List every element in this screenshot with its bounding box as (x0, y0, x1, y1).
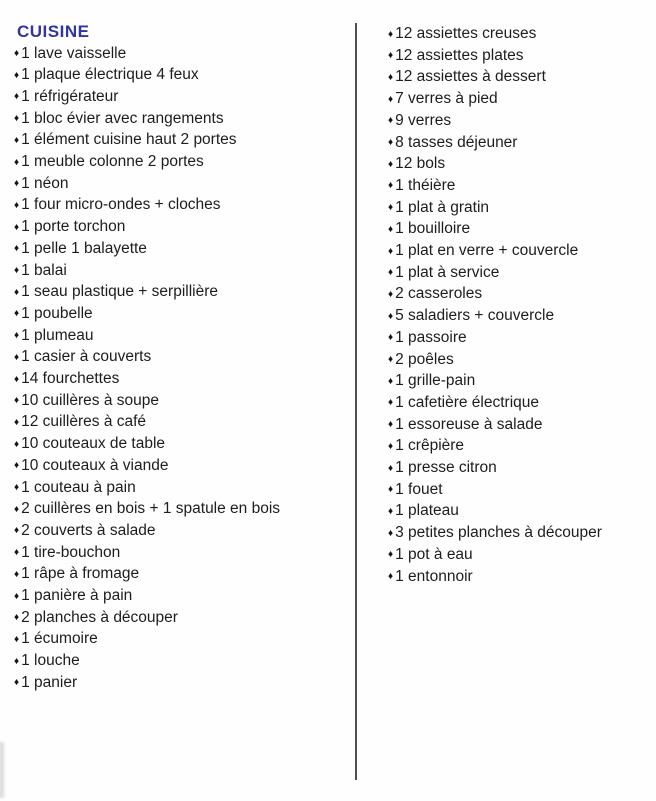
diamond-bullet-icon: ♦ (388, 180, 394, 192)
diamond-bullet-icon: ♦ (14, 460, 20, 472)
item-label: 1 casier à couverts (21, 348, 152, 366)
list-item (14, 43, 352, 65)
item-label: 1 bloc évier avec rangements (21, 109, 224, 127)
item-label: 2 planches à découper (21, 608, 178, 626)
diamond-bullet-icon: ♦ (14, 265, 20, 277)
diamond-bullet-icon: ♦ (14, 525, 20, 537)
item-label: 1 tire-bouchon (21, 543, 121, 561)
list-item (388, 262, 652, 284)
list-item (388, 479, 652, 501)
item-label: 1 pelle 1 balayette (21, 239, 147, 257)
list-item (14, 108, 352, 130)
list-item (14, 346, 352, 368)
diamond-bullet-icon: ♦ (14, 482, 20, 494)
item-label: 1 cafetière électrique (395, 393, 539, 411)
diamond-bullet-icon: ♦ (388, 137, 394, 149)
list-item (388, 283, 652, 305)
list-item (14, 520, 352, 542)
item-label: 12 assiettes creuses (395, 25, 537, 42)
item-label: 1 four micro-ondes + cloches (21, 196, 221, 214)
diamond-bullet-icon: ♦ (14, 48, 20, 59)
list-item (14, 498, 352, 520)
item-label: 1 élément cuisine haut 2 portes (21, 131, 237, 149)
diamond-bullet-icon: ♦ (388, 549, 394, 561)
diamond-bullet-icon: ♦ (388, 28, 394, 40)
list-item (388, 88, 652, 110)
diamond-bullet-icon: ♦ (14, 612, 20, 624)
kitchen-inventory-list-right (388, 23, 652, 587)
item-label: 12 cuillères à café (21, 413, 147, 431)
diamond-bullet-icon: ♦ (388, 50, 394, 62)
item-label: 1 plat à service (395, 263, 500, 281)
item-label: 2 cuillères en bois + 1 spatule en bois (21, 500, 281, 518)
item-label: 10 cuillères à soupe (21, 391, 159, 409)
list-item (388, 349, 652, 371)
item-label: 1 porte torchon (21, 218, 126, 236)
list-item (388, 522, 652, 544)
list-item (388, 435, 652, 457)
list-item (14, 368, 352, 390)
list-item (14, 650, 352, 672)
list-item (388, 305, 652, 327)
diamond-bullet-icon: ♦ (388, 332, 394, 344)
diamond-bullet-icon: ♦ (14, 655, 20, 667)
item-label: 2 poêles (395, 350, 454, 368)
diamond-bullet-icon: ♦ (14, 69, 20, 81)
diamond-bullet-icon: ♦ (388, 375, 394, 387)
list-item (388, 327, 652, 349)
diamond-bullet-icon: ♦ (388, 354, 394, 366)
item-label: 1 panière à pain (21, 587, 133, 605)
item-label: 5 saladiers + couvercle (395, 307, 555, 325)
item-label: 1 plaque électrique 4 feux (21, 66, 199, 84)
diamond-bullet-icon: ♦ (388, 462, 394, 474)
item-label: 1 plateau (395, 502, 459, 520)
list-item (388, 218, 652, 240)
list-item (388, 370, 652, 392)
list-item (388, 197, 652, 219)
item-label: 1 plat en verre + couvercle (395, 242, 579, 260)
diamond-bullet-icon: ♦ (388, 202, 394, 214)
diamond-bullet-icon: ♦ (14, 373, 20, 385)
diamond-bullet-icon: ♦ (14, 547, 20, 559)
diamond-bullet-icon: ♦ (14, 416, 20, 428)
list-item (388, 23, 652, 45)
list-item (14, 325, 352, 347)
list-item (14, 216, 352, 238)
list-item (14, 238, 352, 260)
diamond-bullet-icon: ♦ (14, 221, 20, 233)
item-label: 2 couverts à salade (21, 521, 156, 539)
item-label: 10 couteaux à viande (21, 456, 169, 474)
diamond-bullet-icon: ♦ (388, 267, 394, 279)
item-label: 12 bols (395, 155, 446, 173)
list-item (388, 45, 652, 67)
diamond-bullet-icon: ♦ (388, 245, 394, 257)
item-label: 1 plat à gratin (395, 198, 490, 216)
item-label: 1 presse citron (395, 459, 497, 477)
item-label: 10 couteaux de table (21, 435, 166, 453)
left-column (14, 21, 352, 694)
list-item (14, 64, 352, 86)
list-item (388, 414, 652, 436)
item-label: 1 poubelle (21, 304, 93, 322)
list-item (14, 173, 352, 195)
list-item (14, 542, 352, 564)
item-label: 1 seau plastique + serpillière (21, 283, 218, 301)
item-label: 8 tasses déjeuner (395, 133, 518, 151)
diamond-bullet-icon: ♦ (14, 113, 20, 125)
item-label: 1 écumoire (21, 630, 98, 648)
item-label: 1 lave vaisselle (21, 44, 127, 62)
item-label: 1 passoire (395, 328, 467, 346)
item-label: 1 crêpière (395, 437, 465, 455)
diamond-bullet-icon: ♦ (388, 484, 394, 496)
item-label: 1 théière (395, 176, 456, 194)
list-item (388, 110, 652, 132)
item-label: 1 essoreuse à salade (395, 415, 543, 433)
diamond-bullet-icon: ♦ (388, 158, 394, 170)
item-label: 1 meuble colonne 2 portes (21, 153, 204, 171)
list-item (388, 566, 652, 588)
diamond-bullet-icon: ♦ (14, 503, 20, 515)
item-label: 1 plumeau (21, 326, 94, 344)
item-label: 1 louche (21, 652, 80, 670)
diamond-bullet-icon: ♦ (388, 93, 394, 105)
diamond-bullet-icon: ♦ (14, 568, 20, 580)
column-divider (355, 23, 357, 780)
diamond-bullet-icon: ♦ (388, 571, 394, 583)
right-column (388, 23, 652, 587)
list-item (14, 585, 352, 607)
diamond-bullet-icon: ♦ (14, 199, 20, 211)
list-item (388, 392, 652, 414)
diamond-bullet-icon: ♦ (388, 440, 394, 452)
diamond-bullet-icon: ♦ (388, 505, 394, 517)
item-label: 3 petites planches à découper (395, 524, 602, 542)
list-item (388, 457, 652, 479)
list-item (388, 66, 652, 88)
diamond-bullet-icon: ♦ (14, 351, 20, 363)
diamond-bullet-icon: ♦ (388, 71, 394, 83)
item-label: 1 couteau à pain (21, 478, 136, 496)
item-label: 1 réfrigérateur (21, 87, 119, 105)
list-item (14, 260, 352, 282)
item-label: 12 assiettes plates (395, 46, 524, 64)
item-label: 1 entonnoir (395, 567, 473, 585)
diamond-bullet-icon: ♦ (388, 223, 394, 235)
list-item (14, 455, 352, 477)
list-item (14, 411, 352, 433)
item-label: 14 fourchettes (21, 370, 120, 388)
diamond-bullet-icon: ♦ (14, 330, 20, 342)
list-item (14, 563, 352, 585)
diamond-bullet-icon: ♦ (14, 590, 20, 602)
item-label: 1 panier (21, 673, 78, 691)
list-item (14, 151, 352, 173)
item-label: 1 néon (21, 174, 69, 192)
list-item (14, 390, 352, 412)
diamond-bullet-icon: ♦ (14, 243, 20, 255)
diamond-bullet-icon: ♦ (14, 308, 20, 320)
item-label: 12 assiettes à dessert (395, 68, 546, 86)
diamond-bullet-icon: ♦ (388, 310, 394, 322)
diamond-bullet-icon: ♦ (14, 633, 20, 645)
list-item (388, 500, 652, 522)
item-label: 1 pot à eau (395, 545, 473, 563)
item-label: 2 casseroles (395, 285, 483, 303)
list-item (14, 303, 352, 325)
diamond-bullet-icon: ♦ (388, 419, 394, 431)
list-item (14, 607, 352, 629)
diamond-bullet-icon: ♦ (388, 288, 394, 300)
item-label: 1 fouet (395, 480, 443, 498)
list-item (388, 132, 652, 154)
list-item (14, 281, 352, 303)
diamond-bullet-icon: ♦ (14, 395, 20, 407)
list-item (14, 433, 352, 455)
diamond-bullet-icon: ♦ (14, 178, 20, 190)
item-label: 1 grille-pain (395, 372, 476, 390)
item-label: 7 verres à pied (395, 90, 498, 108)
diamond-bullet-icon: ♦ (388, 397, 394, 409)
diamond-bullet-icon: ♦ (14, 677, 20, 689)
item-label: 1 bouilloire (395, 220, 471, 238)
list-item (388, 544, 652, 566)
list-item (14, 129, 352, 151)
list-item (388, 175, 652, 197)
list-item (388, 240, 652, 262)
diamond-bullet-icon: ♦ (388, 527, 394, 539)
item-label: 1 râpe à fromage (21, 565, 140, 583)
diamond-bullet-icon: ♦ (388, 115, 394, 127)
diamond-bullet-icon: ♦ (14, 438, 20, 450)
list-item (14, 672, 352, 694)
page-title: CUISINE (17, 22, 90, 41)
diamond-bullet-icon: ♦ (14, 134, 20, 146)
list-item (14, 477, 352, 499)
diamond-bullet-icon: ♦ (14, 156, 20, 168)
diamond-bullet-icon: ♦ (14, 91, 20, 103)
list-item (388, 153, 652, 175)
item-label: 1 balai (21, 261, 67, 279)
scan-smudge-artifact (0, 742, 6, 798)
list-item (14, 194, 352, 216)
list-item (14, 86, 352, 108)
list-item (14, 628, 352, 650)
item-label: 9 verres (395, 111, 452, 129)
kitchen-inventory-list-left (14, 43, 352, 694)
diamond-bullet-icon: ♦ (14, 286, 20, 298)
